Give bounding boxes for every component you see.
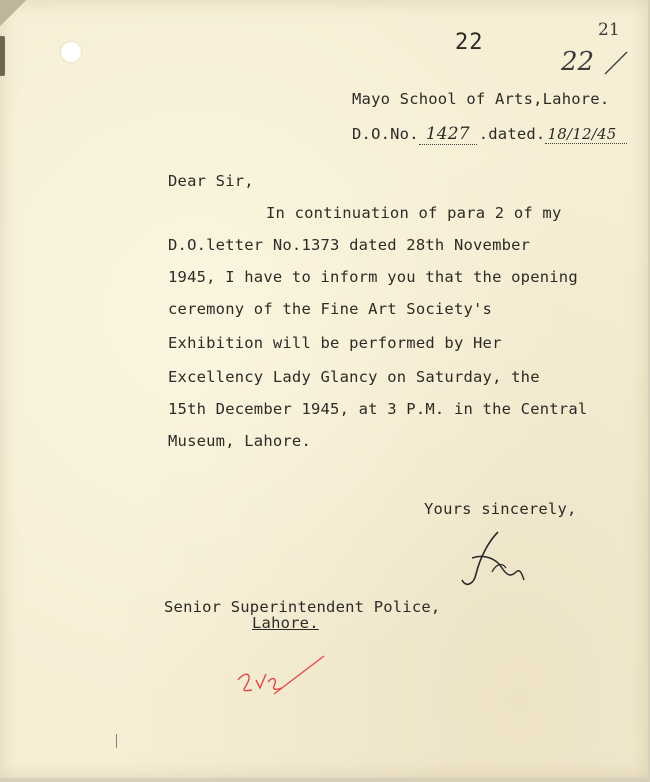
salutation: Dear Sir, <box>168 172 254 190</box>
folded-corner <box>0 0 26 26</box>
body-line: In continuation of para 2 of my <box>266 204 562 222</box>
reference-dated-label: .dated. <box>478 125 546 143</box>
letterhead: Mayo School of Arts,Lahore. <box>352 90 610 108</box>
stray-pencil-mark <box>116 734 121 748</box>
reference-date: 18/12/45 <box>545 125 627 144</box>
handwritten-scribble-number: 22 <box>561 47 595 77</box>
recipient-title: Senior Superintendent Police, <box>164 598 441 616</box>
body-line: D.O.letter No.1373 dated 28th November <box>168 236 531 254</box>
body-line: 15th December 1945, at 3 P.M. in the Central <box>168 400 588 418</box>
body-line: ceremony of the Fine Art Society's <box>168 300 493 318</box>
reference-label: D.O.No. <box>352 125 419 143</box>
body-line: Museum, Lahore. <box>168 432 311 450</box>
signature <box>458 528 528 594</box>
recipient-city: Lahore. <box>252 614 319 632</box>
body-line: Exhibition will be performed by Her <box>168 334 502 352</box>
closing: Yours sincerely, <box>424 500 577 518</box>
reference-number: 1427 <box>419 124 477 145</box>
red-pencil-initials <box>230 650 330 700</box>
body-line: Excellency Lady Glancy on Saturday, the <box>168 368 540 386</box>
handwritten-folio-number: 21 <box>598 20 620 40</box>
body-line: 1945, I have to inform you that the opening <box>168 268 578 286</box>
reference-line <box>352 124 627 145</box>
handwritten-folio-scribble <box>555 38 633 86</box>
binding-tab <box>0 36 5 76</box>
punch-hole <box>61 42 81 62</box>
page-number: 22 <box>455 30 484 55</box>
